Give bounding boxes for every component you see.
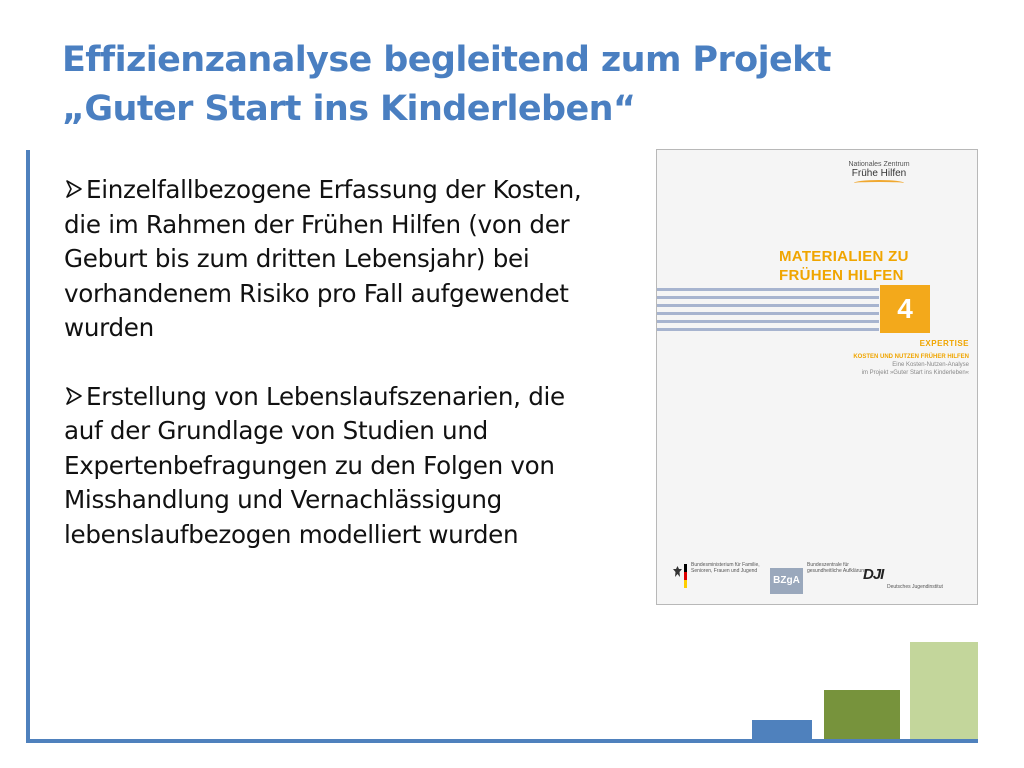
deco-bar-green xyxy=(824,690,900,739)
frame-bottom-line xyxy=(26,739,978,743)
bzga-logo: BZgA xyxy=(770,568,803,594)
dji-logo-text: Deutsches Jugendinstitut xyxy=(887,584,943,590)
flag-icon xyxy=(684,564,687,588)
swoosh-icon xyxy=(854,180,904,186)
book-cover-image xyxy=(656,149,978,605)
arrow-right-icon xyxy=(64,179,84,199)
bullet-list xyxy=(64,173,604,552)
bullet-text: Erstellung von Lebenslaufszenarien, die auf der Grundlage von Studien und Expertenbefragungen zu den Folgen von Misshandlung und Vernachlässigung lebenslaufbezogen modelliert wurden xyxy=(64,381,565,549)
cover-subtitle: KOSTEN UND NUTZEN FRÜHER HILFEN xyxy=(853,354,969,360)
eagle-icon xyxy=(673,566,682,577)
cover-logo xyxy=(839,160,919,186)
bzga-logo-text: Bundeszentrale für gesundheitliche Aufklärung xyxy=(807,562,867,574)
bullet-item xyxy=(64,380,604,553)
ministry-logo-text: Bundesministerium für Familie, Senioren, Frauen und Jugend xyxy=(691,562,760,574)
cover-label: EXPERTISE xyxy=(919,339,969,348)
dji-logo: DJI xyxy=(863,566,884,583)
cover-logo-line1: Nationales Zentrum xyxy=(848,161,910,168)
bullet-text: Einzelfallbezogene Erfassung der Kosten, die im Rahmen der Frühen Hilfen (von der Geburt bis zum dritten Lebensjahr) bei vorhandenem Risiko pro Fall aufgewendet wurden xyxy=(64,175,582,342)
cover-subtitle-2: Eine Kosten-Nutzen-Analyse xyxy=(892,362,969,368)
deco-bar-blue xyxy=(752,720,812,739)
frame-left-line xyxy=(26,150,30,742)
cover-logo-line2: Frühe Hilfen xyxy=(851,168,907,179)
cover-number: 4 xyxy=(880,285,930,333)
cover-subtitle-3: im Projekt »Guter Start ins Kinderleben« xyxy=(861,370,969,376)
slide-title: Effizienzanalyse begleitend zum Projekt „Guter Start ins Kinderleben“ xyxy=(62,40,831,129)
cover-heading: MATERIALIEN ZU FRÜHEN HILFEN xyxy=(779,248,909,284)
cover-publisher-logos xyxy=(657,550,977,600)
arrow-right-icon xyxy=(64,386,84,406)
deco-bar-light-green xyxy=(910,642,978,739)
bullet-item xyxy=(64,173,604,346)
